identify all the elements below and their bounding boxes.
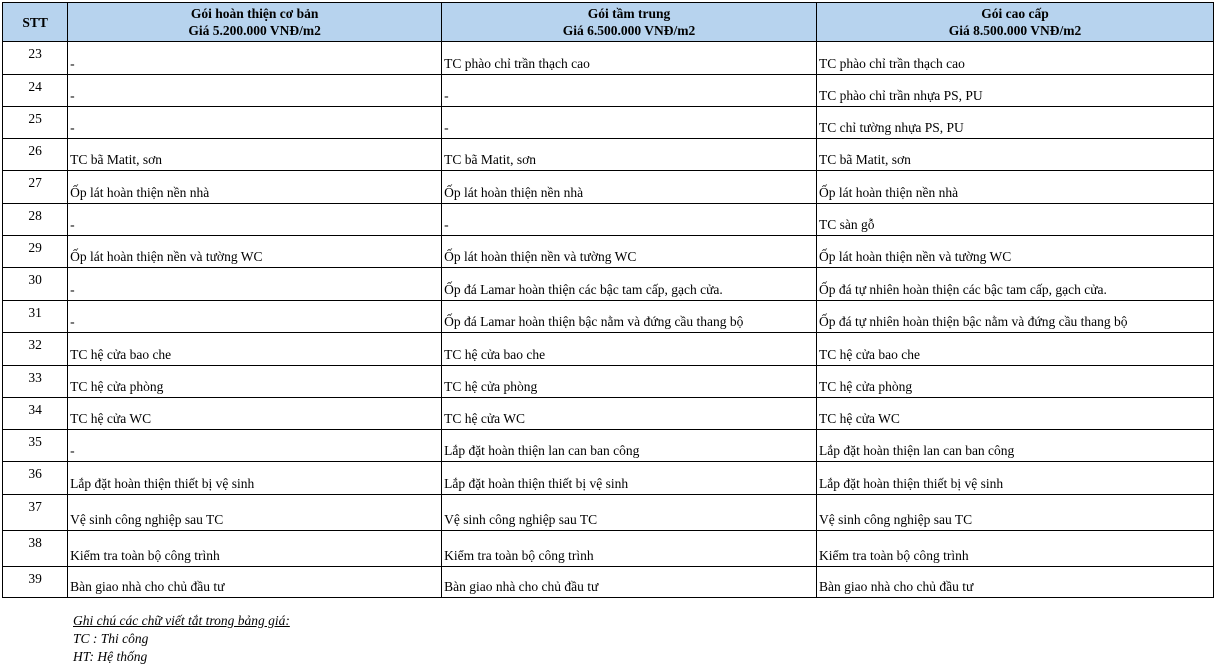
premium-cell: TC chỉ tường nhựa PS, PU xyxy=(817,107,1214,139)
stt-cell: 31 xyxy=(3,301,68,333)
basic-cell: Kiểm tra toàn bộ công trình xyxy=(68,531,442,567)
mid-package-name: Gói tầm trung xyxy=(587,6,671,21)
stt-cell: 27 xyxy=(3,171,68,204)
basic-cell: - xyxy=(68,204,442,236)
mid-cell: - xyxy=(442,75,817,107)
header-stt: STT xyxy=(3,3,68,42)
stt-cell: 29 xyxy=(3,236,68,268)
premium-cell: TC phào chỉ trần thạch cao xyxy=(817,42,1214,75)
table-row xyxy=(3,495,1214,531)
mid-cell: - xyxy=(442,204,817,236)
basic-cell: Ốp lát hoàn thiện nền nhà xyxy=(68,171,442,204)
table-row xyxy=(3,567,1214,598)
stt-cell: 34 xyxy=(3,398,68,430)
stt-cell: 39 xyxy=(3,567,68,598)
mid-cell: Kiểm tra toàn bộ công trình xyxy=(442,531,817,567)
price-table xyxy=(2,2,1214,598)
mid-cell: Lắp đặt hoàn thiện lan can ban công xyxy=(442,430,817,462)
stt-cell: 28 xyxy=(3,204,68,236)
table-row xyxy=(3,268,1214,301)
premium-cell: Ốp lát hoàn thiện nền nhà xyxy=(817,171,1214,204)
mid-cell: TC hệ cửa bao che xyxy=(442,333,817,366)
premium-cell: TC hệ cửa WC xyxy=(817,398,1214,430)
premium-cell: TC hệ cửa phòng xyxy=(817,366,1214,398)
premium-cell: Lắp đặt hoàn thiện lan can ban công xyxy=(817,430,1214,462)
stt-cell: 24 xyxy=(3,75,68,107)
note-item: TC : Thi công xyxy=(73,631,149,646)
table-row xyxy=(3,301,1214,333)
basic-cell: - xyxy=(68,430,442,462)
stt-cell: 25 xyxy=(3,107,68,139)
table-row xyxy=(3,430,1214,462)
premium-cell: TC hệ cửa bao che xyxy=(817,333,1214,366)
stt-cell: 30 xyxy=(3,268,68,301)
stt-cell: 23 xyxy=(3,42,68,75)
premium-cell: TC bã Matit, sơn xyxy=(817,139,1214,171)
mid-package-price: Giá 6.500.000 VNĐ/m2 xyxy=(562,23,696,38)
basic-package-price: Giá 5.200.000 VNĐ/m2 xyxy=(188,23,321,38)
mid-cell: Ốp lát hoàn thiện nền nhà xyxy=(442,171,817,204)
table-row xyxy=(3,75,1214,107)
table-row xyxy=(3,204,1214,236)
mid-cell: TC hệ cửa phòng xyxy=(442,366,817,398)
basic-cell: Bàn giao nhà cho chủ đầu tư xyxy=(68,567,442,598)
mid-cell: TC phào chỉ trần thạch cao xyxy=(442,42,817,75)
header-mid xyxy=(442,3,817,42)
basic-cell: TC hệ cửa WC xyxy=(68,398,442,430)
header-basic xyxy=(68,3,442,42)
basic-cell: Ốp lát hoàn thiện nền và tường WC xyxy=(68,236,442,268)
basic-cell: Lắp đặt hoàn thiện thiết bị vệ sinh xyxy=(68,462,442,495)
mid-cell: - xyxy=(442,107,817,139)
basic-cell: - xyxy=(68,268,442,301)
stt-cell: 33 xyxy=(3,366,68,398)
stt-cell: 35 xyxy=(3,430,68,462)
stt-cell: 26 xyxy=(3,139,68,171)
premium-cell: Ốp lát hoàn thiện nền và tường WC xyxy=(817,236,1214,268)
premium-cell: Lắp đặt hoàn thiện thiết bị vệ sinh xyxy=(817,462,1214,495)
basic-package-name: Gói hoàn thiện cơ bản xyxy=(190,6,319,21)
basic-cell: - xyxy=(68,42,442,75)
premium-cell: Kiểm tra toàn bộ công trình xyxy=(817,531,1214,567)
table-row xyxy=(3,366,1214,398)
table-row xyxy=(3,236,1214,268)
stt-cell: 37 xyxy=(3,495,68,531)
basic-cell: - xyxy=(68,107,442,139)
mid-cell: TC hệ cửa WC xyxy=(442,398,817,430)
premium-cell: Ốp đá tự nhiên hoàn thiện bậc nằm và đứng cầu thang bộ xyxy=(817,301,1214,333)
mid-cell: Ốp lát hoàn thiện nền và tường WC xyxy=(442,236,817,268)
premium-cell: TC sàn gỗ xyxy=(817,204,1214,236)
abbreviation-notes xyxy=(73,612,290,666)
stt-cell: 38 xyxy=(3,531,68,567)
table-row xyxy=(3,139,1214,171)
stt-cell: 36 xyxy=(3,462,68,495)
basic-cell: - xyxy=(68,75,442,107)
header-premium xyxy=(817,3,1214,42)
premium-cell: Vệ sinh công nghiệp sau TC xyxy=(817,495,1214,531)
basic-cell: TC hệ cửa phòng xyxy=(68,366,442,398)
table-row xyxy=(3,531,1214,567)
premium-cell: Ốp đá tự nhiên hoàn thiện các bậc tam cấp, gạch cửa. xyxy=(817,268,1214,301)
basic-cell: TC bã Matit, sơn xyxy=(68,139,442,171)
basic-cell: Vệ sinh công nghiệp sau TC xyxy=(68,495,442,531)
table-body xyxy=(3,42,1214,598)
mid-cell: Vệ sinh công nghiệp sau TC xyxy=(442,495,817,531)
basic-cell: TC hệ cửa bao che xyxy=(68,333,442,366)
table-row xyxy=(3,42,1214,75)
table-row xyxy=(3,171,1214,204)
mid-cell: Lắp đặt hoàn thiện thiết bị vệ sinh xyxy=(442,462,817,495)
premium-package-price: Giá 8.500.000 VNĐ/m2 xyxy=(948,23,1082,38)
basic-cell: - xyxy=(68,301,442,333)
header-row xyxy=(3,3,1214,42)
table-row xyxy=(3,398,1214,430)
stt-cell: 32 xyxy=(3,333,68,366)
table-row xyxy=(3,107,1214,139)
mid-cell: Ốp đá Lamar hoàn thiện bậc nằm và đứng cầu thang bộ xyxy=(442,301,817,333)
note-item: HT: Hệ thống xyxy=(73,649,148,664)
mid-cell: TC bã Matit, sơn xyxy=(442,139,817,171)
premium-package-name: Gói cao cấp xyxy=(981,6,1049,21)
premium-cell: TC phào chỉ trần nhựa PS, PU xyxy=(817,75,1214,107)
table-row xyxy=(3,462,1214,495)
mid-cell: Bàn giao nhà cho chủ đầu tư xyxy=(442,567,817,598)
premium-cell: Bàn giao nhà cho chủ đầu tư xyxy=(817,567,1214,598)
mid-cell: Ốp đá Lamar hoàn thiện các bậc tam cấp, gạch cửa. xyxy=(442,268,817,301)
table-row xyxy=(3,333,1214,366)
notes-title: Ghi chú các chữ viết tắt trong bảng giá: xyxy=(73,613,290,628)
